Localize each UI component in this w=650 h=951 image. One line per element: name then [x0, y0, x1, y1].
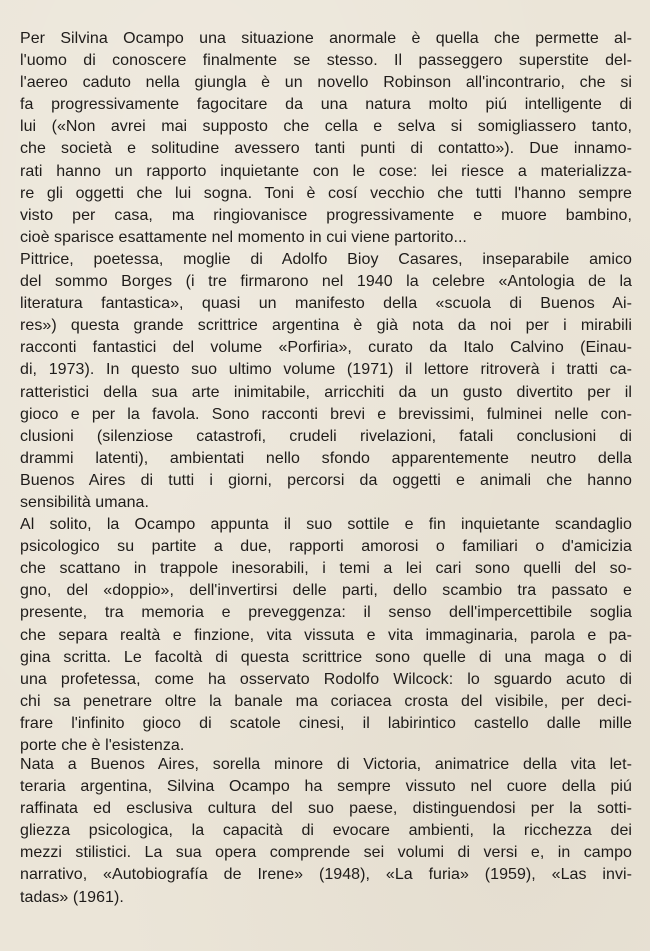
text-line: ratteristici della sua arte inimitabile, arricchiti da un gusto divertito per il	[20, 383, 632, 401]
text-line: Buenos Aires di tutti i giorni, percorsi da oggetti e animali che hanno	[20, 471, 632, 489]
text-line: rati hanno un rapporto inquietante con le cose: lei riesce a materializza-	[20, 162, 632, 180]
main-text-block	[20, 28, 632, 757]
text-line: che separa realtà e finzione, vita vissuta e vita immaginaria, parola e pa-	[20, 626, 632, 644]
text-line: porte che è l'esistenza.	[20, 737, 185, 754]
paragraph-themes	[20, 514, 632, 757]
text-line: res») questa grande scrittrice argentina è già nota da noi per i mirabili	[20, 317, 632, 335]
text-line: psicologico su partite a due, rapporti amorosi o familiari o d'amicizia	[20, 538, 632, 556]
text-line: una profetessa, come ha osservato Rodolfo Wilcock: lo sguardo acuto di	[20, 670, 632, 688]
text-line: gina scritta. Le facoltà di questa scrittrice sono quelle di una maga o di	[20, 648, 632, 666]
text-line: Nata a Buenos Aires, sorella minore di Victoria, animatrice della vita let-	[20, 756, 632, 773]
text-line: Pittrice, poetessa, moglie di Adolfo Bioy Casares, inseparabile amico	[20, 250, 632, 268]
text-line: l'aereo caduto nella giungla è un novello Robinson all'incontrario, che si	[20, 74, 632, 92]
text-line: clusioni (silenziose catastrofi, crudeli rivelazioni, fatali conclusioni di	[20, 427, 632, 445]
text-line: cioè sparisce esattamente nel momento in cui viene partorito...	[20, 228, 467, 246]
text-line: lui («Non avrei mai supposto che cella e selva si somigliassero tanto,	[20, 118, 632, 136]
text-line: teraria argentina, Silvina Ocampo ha sempre vissuto nel cuore della piú	[20, 778, 632, 796]
text-line: racconti fantastici del volume «Porfiria», curato da Italo Calvino (Einau-	[20, 339, 632, 357]
text-line: gno, del «doppio», dell'invertirsi delle parti, dello scambio tra passato e	[20, 582, 632, 600]
text-line: tadas» (1961).	[20, 888, 124, 906]
text-line: Per Silvina Ocampo una situazione anormale è quella che permette al-	[20, 30, 632, 47]
text-line: frare l'infinito gioco di scatole cinesi, il labirintico castello dalle mille	[20, 714, 632, 732]
text-line: re gli oggetti che lui sogna. Toni è cosí vecchio che tutti l'hanno sempre	[20, 184, 632, 202]
text-line: visto per casa, ma ringiovanisce progressivamente e muore bambino,	[20, 206, 632, 224]
text-line: mezzi stilistici. La sua opera comprende sei volumi di versi e, in campo	[20, 844, 632, 862]
text-line: gliezza psicologica, la capacità di evocare ambienti, la ricchezza dei	[20, 822, 632, 840]
text-line: gioco e per la favola. Sono racconti brevi e brevissimi, fulminei nelle con-	[20, 405, 632, 423]
paragraph-author-bio	[20, 754, 632, 909]
text-line: Al solito, la Ocampo appunta il suo sottile e fin inquietante scandaglio	[20, 516, 632, 534]
text-line: narrativo, «Autobiografía de Irene» (1948), «La furia» (1959), «Las invi-	[20, 866, 632, 884]
text-line: l'uomo di conoscere finalmente se stesso. Il passeggero superstite del-	[20, 52, 632, 70]
text-line: che società e solitudine avessero tanti punti di contatto»). Due innamo-	[20, 140, 632, 158]
text-line: sensibilità umana.	[20, 493, 149, 511]
author-bio-block	[20, 754, 632, 909]
text-line: drammi latenti), ambientati nello sfondo apparentemente neutro della	[20, 449, 632, 467]
text-line: che scattano in trappole inesorabili, i temi a lei cari sono quelli del so-	[20, 560, 632, 578]
text-line: literatura fantastica», quasi un manifesto della «scuola di Buenos Ai-	[20, 295, 632, 313]
paragraph-author-intro	[20, 249, 632, 514]
text-line: fa progressivamente fagocitare da una natura molto piú intelligente di	[20, 96, 632, 114]
text-line: chi sa penetrare oltre la banale ma coriacea crosta del visibile, per deci-	[20, 692, 632, 710]
text-line: presente, tra memoria e preveggenza: il senso dell'impercettibile soglia	[20, 604, 632, 622]
text-line: del sommo Borges (i tre firmarono nel 1940 la celebre «Antologia de la	[20, 273, 632, 291]
text-line: raffinata ed esclusiva cultura del suo paese, distinguendosi per la sotti-	[20, 800, 632, 818]
text-line: di, 1973). In questo suo ultimo volume (1971) il lettore ritroverà i tratti ca-	[20, 361, 632, 379]
paragraph-plot-summary	[20, 28, 632, 249]
